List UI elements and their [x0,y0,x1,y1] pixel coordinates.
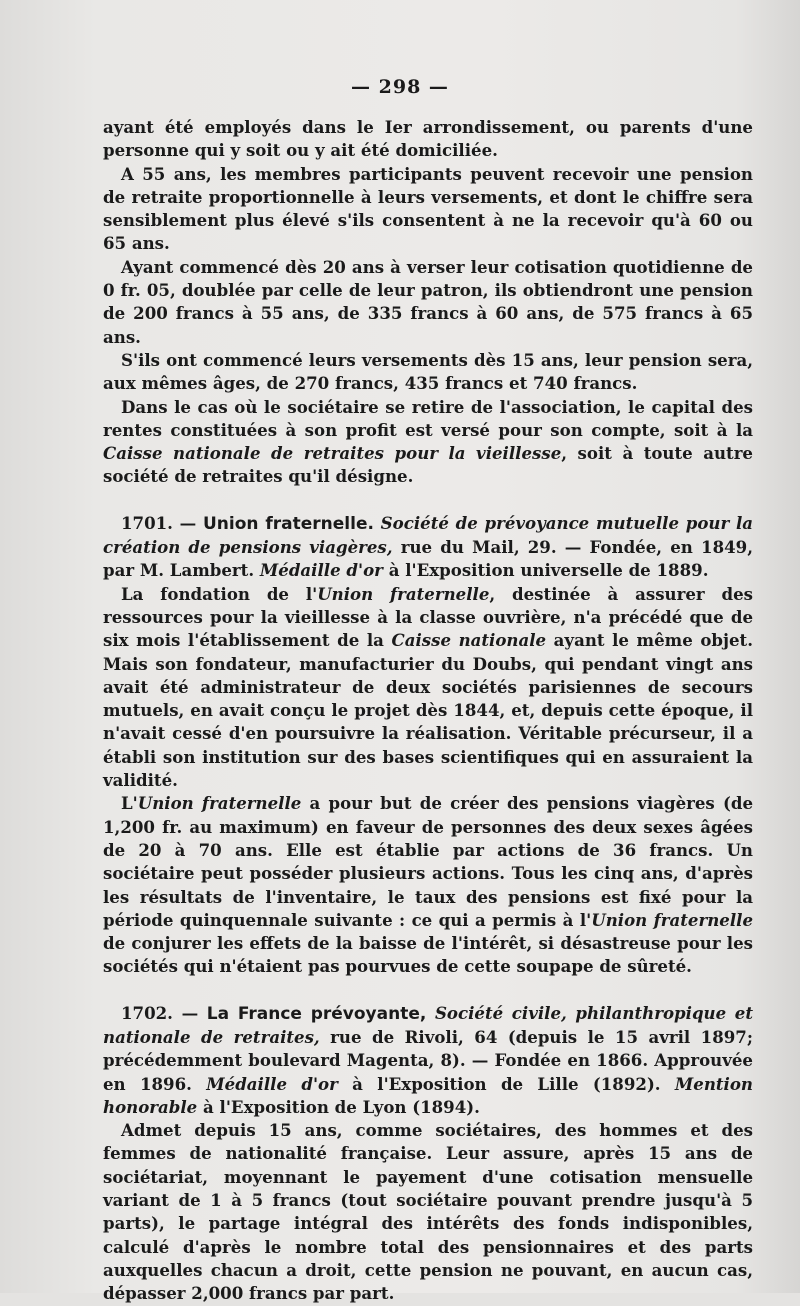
entry-1702-heading [103,1002,753,1119]
entry-award-detail: à l'Exposition de Lille (1892). [337,1073,675,1094]
paragraph-pension-age: A 55 ans, les membres participants peuvent recevoir une pension de retraite proportionnelle à leurs versements, et dont le chiffre sera sensiblement plus élevé s'ils consentent à ne la recevoir qu'à 60 ou 65 ans. [103,163,753,254]
paragraph-pension-15: S'ils ont commencé leurs versements dès 15 ans, leur pension sera, aux mêmes âges, de 270 francs, 435 francs et 740 francs. [103,349,753,394]
text-run: L' [121,793,138,814]
entry-address: rue de Rivoli, 64 (depuis le 15 avril 1897; précédemment boulevard Magenta, 8). — Fondée en 1866. Approuvée en 1896. [103,1026,753,1094]
entry-award: Médaille d'or [206,1073,338,1094]
text-run: ayant le même objet. Mais son fondateur, manufacturier du Doubs, qui pendant vingt ans avait été administrateur de deux sociétés parisiennes de secours mutuels, en avait conçu le projet dès 1844, et, depuis cette époque, il n'avait cessé d'en poursuivre la réalisation. Véritable précurseur, il a établi son institution sur des bases scientifiques qui en assuraient la validité. [103,630,754,791]
entry-1702-paragraph-1: Admet depuis 15 ans, comme sociétaires, des hommes et des femmes de nationalité française. Leur assure, après 15 ans de sociétariat, moyennant le payement d'une cotisation mensuelle variant de 1 à 5 francs (tout sociétaire pouvant prendre jusqu'à 5 parts), le partage intégral des intérêts des fonds indisponibles, calculé d'après le nombre total des pensionnaires et des parts auxquelles chacun a droit, cette pension ne pouvant, en aucun cas, dépasser 2,000 francs par part. [103,1120,753,1304]
italic-run: Union fraternelle [591,909,753,930]
text-run: , soit à toute autre société de retraites qu'il désigne. [103,443,753,487]
text-run: , destinée à assurer des ressources pour la vieillesse à la classe ouvrière, n'a précédé que de six mois l'établissement de la [103,583,753,651]
text-run: de conjurer les effets de la baisse de l'intérêt, si désastreuse pour les sociétés qui n'étaient pas pourvues de cette soupape de sûreté. [103,933,753,977]
entry-number: 1702. — [121,1002,199,1023]
paragraph-pension-20: Ayant commencé dès 20 ans à verser leur cotisation quotidienne de 0 fr. 05, doublée par celle de leur patron, ils obtiendront une pension de 200 francs à 55 ans, de 335 francs à 60 ans, de 575 francs à 65 ans. [103,256,753,347]
entry-title: Union fraternelle. [203,513,374,534]
entry-award-detail: à l'Exposition de Lyon (1894). [197,1096,480,1117]
page-body [103,116,753,1306]
paragraph-continuation: ayant été employés dans le Ier arrondissement, ou parents d'une personne qui y soit ou y ait été domiciliée. [103,117,753,161]
entry-number: 1701. — [121,512,197,533]
text-run: Dans le cas où le sociétaire se retire de l'association, le capital des rentes constituées à son profit est versé pour son compte, soit à la [103,396,753,440]
entry-award: Médaille d'or [259,560,383,581]
text-run: a pour but de créer des pensions viagères (de 1,200 fr. au maximum) en faveur de personnes des deux sexes âgées de 20 à 70 ans. Elle est établie par actions de 36 francs. Un sociétaire peut posséder plusieurs actions. Tous les cinq ans, d'après les résultats de l'inventaire, le taux des pensions est fixé pour la période quinquennale suivante : ce qui a permis à l' [103,793,753,930]
italic-run: Union fraternelle [137,793,302,814]
entry-award-detail: à l'Exposition universelle de 1889. [382,560,709,581]
italic-run: Caisse nationale [391,630,547,651]
italic-run: Union fraternelle [317,583,490,604]
entry-award: Mention honorable [103,1073,753,1117]
entry-1701-heading [103,512,753,583]
entry-1701-paragraph-2 [103,792,753,978]
entry-title: La France prévoyante, [206,1003,427,1024]
page-number: — 298 — [351,76,449,98]
text-run: La fondation de l' [121,583,318,604]
entry-address: rue du Mail, 29. — Fondée, en 1849, par M. Lambert. [103,537,753,581]
entry-subtitle: Société civile, philanthropique et nationale de retraites, [103,1002,754,1047]
entry-1701-paragraph-1 [103,583,753,793]
entry-subtitle: Société de prévoyance mutuelle pour la création de pensions viagères, [103,512,753,558]
caisse-nationale-italic: Caisse nationale de retraites pour la vieillesse [103,443,562,464]
paragraph-retire [103,396,753,489]
